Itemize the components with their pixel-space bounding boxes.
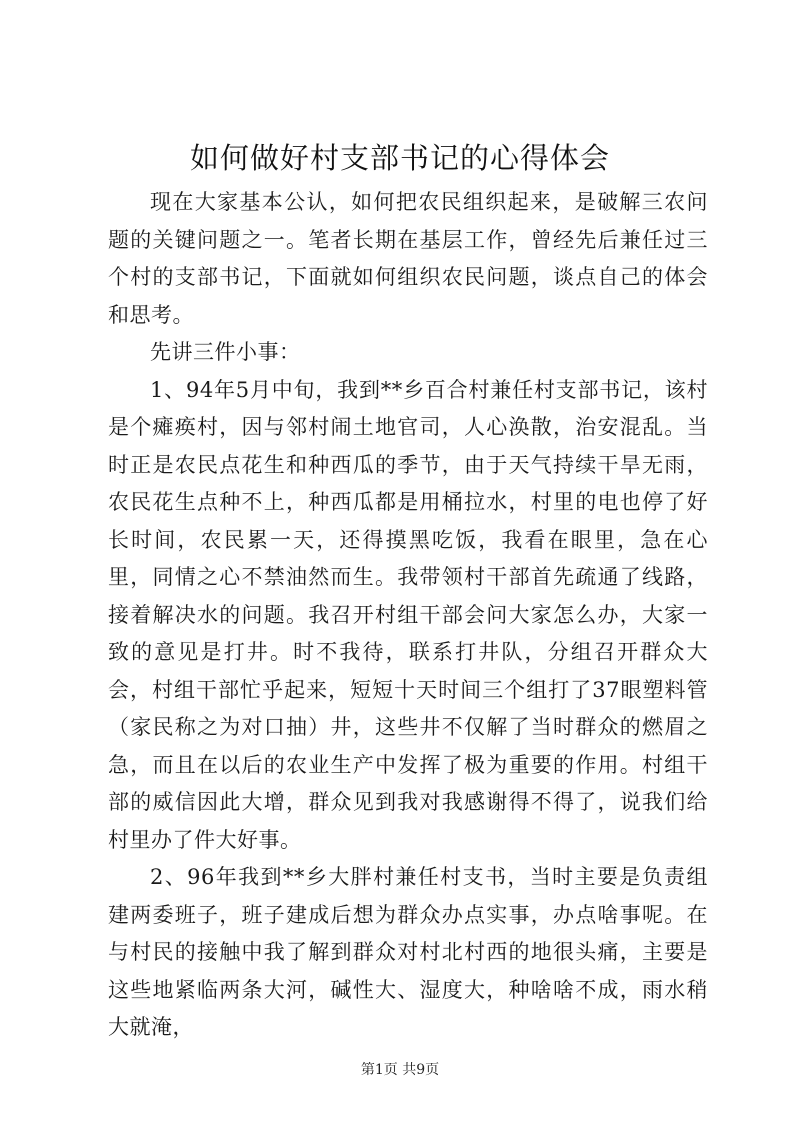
paragraph-item-2: 2、96年我到**乡大胖村兼任村支书，当时主要是负责组建两委班子，班子建成后想为群众办点实事，办点啥事呢。在与村民的接触中我了解到群众对村北村西的地很头痛，主要是这些地紧临两条大河，碱性大、湿度大，种啥啥不成，雨水稍大就淹， <box>108 865 708 1039</box>
document-title: 如何做好村支部书记的心得体会 <box>189 141 610 175</box>
document-body <box>108 184 708 1047</box>
page-footer: 第1页 共9页 <box>360 1062 440 1078</box>
paragraph-item-1: 1、94年5月中旬，我到**乡百合村兼任村支部书记，该村是个瘫痪村，因与邻村闹土地官司，人心涣散，治安混乱。当时正是农民点花生和种西瓜的季节，由于天气持续干旱无雨，农民花生点种不上，种西瓜都是用桶拉水，村里的电也停了好长时间，农民累一天，还得摸黑吃饭，我看在眼里，急在心里，同情之心不禁油然而生。我带领村干部首先疏通了线路，接着解决水的问题。我召开村组干部会问大家怎么办，大家一致的意见是打井。时不我待，联系打井队，分组召开群众大会，村组干部忙乎起来，短短十天时间三个组打了37眼塑料管（家民称之为对口抽）井，这些井不仅解了当时群众的燃眉之急，而且在以后的农业生产中发挥了极为重要的作用。村组干部的威信因此大增，群众见到我对我感谢得不得了，说我们给村里办了件大好事。 <box>108 377 708 852</box>
paragraph-three-things: 先讲三件小事： <box>150 340 301 364</box>
paragraph-intro: 现在大家基本公认，如何把农民组织起来，是破解三农问题的关键问题之一。笔者长期在基层工作，曾经先后兼任过三个村的支部书记，下面就如何组织农民问题，谈点自己的体会和思考。 <box>108 190 708 327</box>
